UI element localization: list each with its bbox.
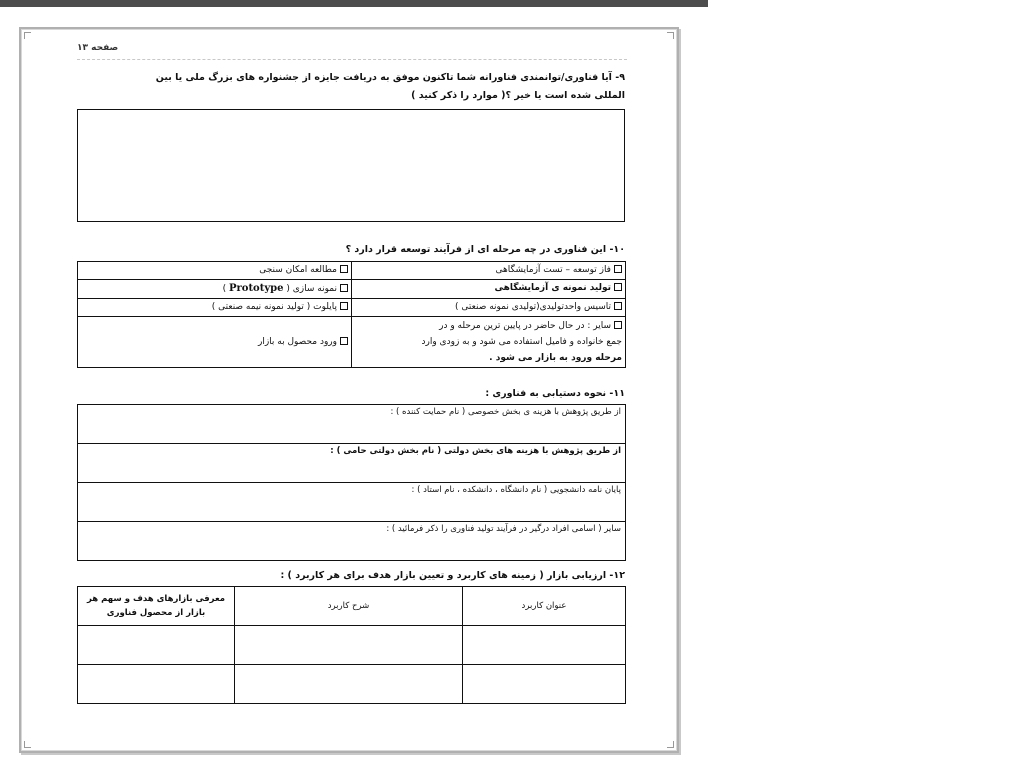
table-row: [78, 299, 626, 317]
option-label: ورود محصول به بازار: [257, 336, 337, 347]
stage-option-pilot[interactable]: [78, 299, 352, 317]
checkbox-icon[interactable]: [340, 284, 348, 292]
q11-title: ۱۱- نحوه دستیابی به فناوری :: [485, 388, 625, 399]
table-cell[interactable]: [235, 665, 463, 704]
stage-option-other[interactable]: [352, 317, 626, 368]
option-label: نمونه سازی (: [286, 284, 337, 294]
access-thesis[interactable]: پایان نامه دانشجویی ( نام دانشگاه ، دانشکده ، نام استاد ) :: [78, 483, 626, 522]
checkbox-icon[interactable]: [340, 302, 348, 310]
option-label-end: ): [222, 284, 227, 294]
table-row: [78, 262, 626, 280]
access-government-funding[interactable]: از طریق پژوهش با هزینه های بخش دولتی ( نام بخش دولتی حامی ) :: [78, 444, 626, 483]
stage-option-industrial-unit[interactable]: [352, 299, 626, 317]
table-row: [78, 483, 626, 522]
q9-title-line1: ۹- آیا فناوری/توانمندی فناورانه شما تاکنون موفق به دریافت جایزه از جشنواره های بزرگ ملی یا بین: [155, 72, 625, 83]
stage-option-feasibility[interactable]: [78, 262, 352, 280]
option-label: مطالعه امکان سنجی: [259, 265, 337, 275]
option-label: تولید نمونه ی آزمایشگاهی: [494, 283, 611, 293]
option-label: سایر : در حال حاضر در پایین ترین مرحله و در: [439, 321, 611, 331]
q10-title: ۱۰- این فناوری در چه مرحله ای از فرآیند توسعه قرار دارد ؟: [345, 244, 625, 255]
table-header-row: [78, 587, 626, 626]
stage-option-lab-test[interactable]: [352, 262, 626, 280]
table-cell[interactable]: [78, 626, 235, 665]
table-cell[interactable]: [235, 626, 463, 665]
access-other[interactable]: سایر ( اسامی افراد درگیر در فرآیند تولید فناوری را ذکر فرمائید ) :: [386, 524, 621, 534]
stage-option-market-entry[interactable]: [78, 317, 352, 368]
option-label: تاسیس واحدتولیدی(تولیدی نمونه صنعتی ): [455, 302, 611, 312]
table-row: [78, 317, 626, 368]
q9-answer-box[interactable]: [77, 109, 625, 222]
option-label-line2: جمع خانواده و فامیل استفاده می شود و به زودی وارد: [421, 337, 622, 347]
table-row: [78, 522, 626, 561]
checkbox-icon[interactable]: [340, 265, 348, 273]
checkbox-icon[interactable]: [614, 265, 622, 273]
header-target-markets-line1: معرفی بازارهای هدف و سهم هر: [86, 594, 226, 604]
header-divider: [77, 59, 627, 60]
table-row: [78, 444, 626, 483]
header-application-description: شرح کاربرد: [235, 587, 463, 626]
window-top-bar: [0, 0, 708, 7]
checkbox-icon[interactable]: [614, 321, 622, 329]
q11-access-table: [77, 404, 626, 561]
option-label-english: Prototype: [228, 283, 284, 294]
q9-title: [65, 69, 625, 105]
q12-market-table: [77, 586, 626, 704]
table-row: [78, 405, 626, 444]
q12-title: ۱۲- ارزیابی بازار ( زمینه های کاربرد و تعیین بازار هدف برای هر کاربرد ) :: [280, 570, 625, 581]
table-cell[interactable]: [78, 665, 235, 704]
option-label: پایلوت ( تولید نمونه نیمه صنعتی ): [211, 302, 337, 312]
table-cell[interactable]: [463, 665, 626, 704]
q10-stage-table: [77, 261, 626, 368]
header-target-markets-line2: بازار از محصول فناوری: [106, 608, 206, 618]
option-label: فاز توسعه – تست آزمایشگاهی: [495, 265, 611, 275]
page-content: [21, 29, 677, 751]
checkbox-icon[interactable]: [614, 283, 622, 291]
table-row: [78, 626, 626, 665]
checkbox-icon[interactable]: [340, 337, 348, 345]
checkbox-icon[interactable]: [614, 302, 622, 310]
option-label-line3: مرحله ورود به بازار می شود .: [489, 353, 622, 363]
document-page[interactable]: [19, 27, 679, 753]
table-row: [78, 280, 626, 299]
table-cell[interactable]: [463, 626, 626, 665]
q9-title-line2: المللی شده است یا خیر ؟( موارد را ذکر کنید ): [411, 90, 625, 101]
stage-option-lab-sample[interactable]: [352, 280, 626, 299]
access-private-funding[interactable]: از طریق پژوهش با هزینه ی بخش خصوصی ( نام حمایت کننده ) :: [78, 405, 626, 444]
page-number: ۱۳ صفحه: [77, 43, 119, 53]
header-target-markets: [78, 587, 235, 626]
header-application-title: عنوان کاربرد: [463, 587, 626, 626]
stage-option-prototype[interactable]: [78, 280, 352, 299]
table-row: [78, 665, 626, 704]
